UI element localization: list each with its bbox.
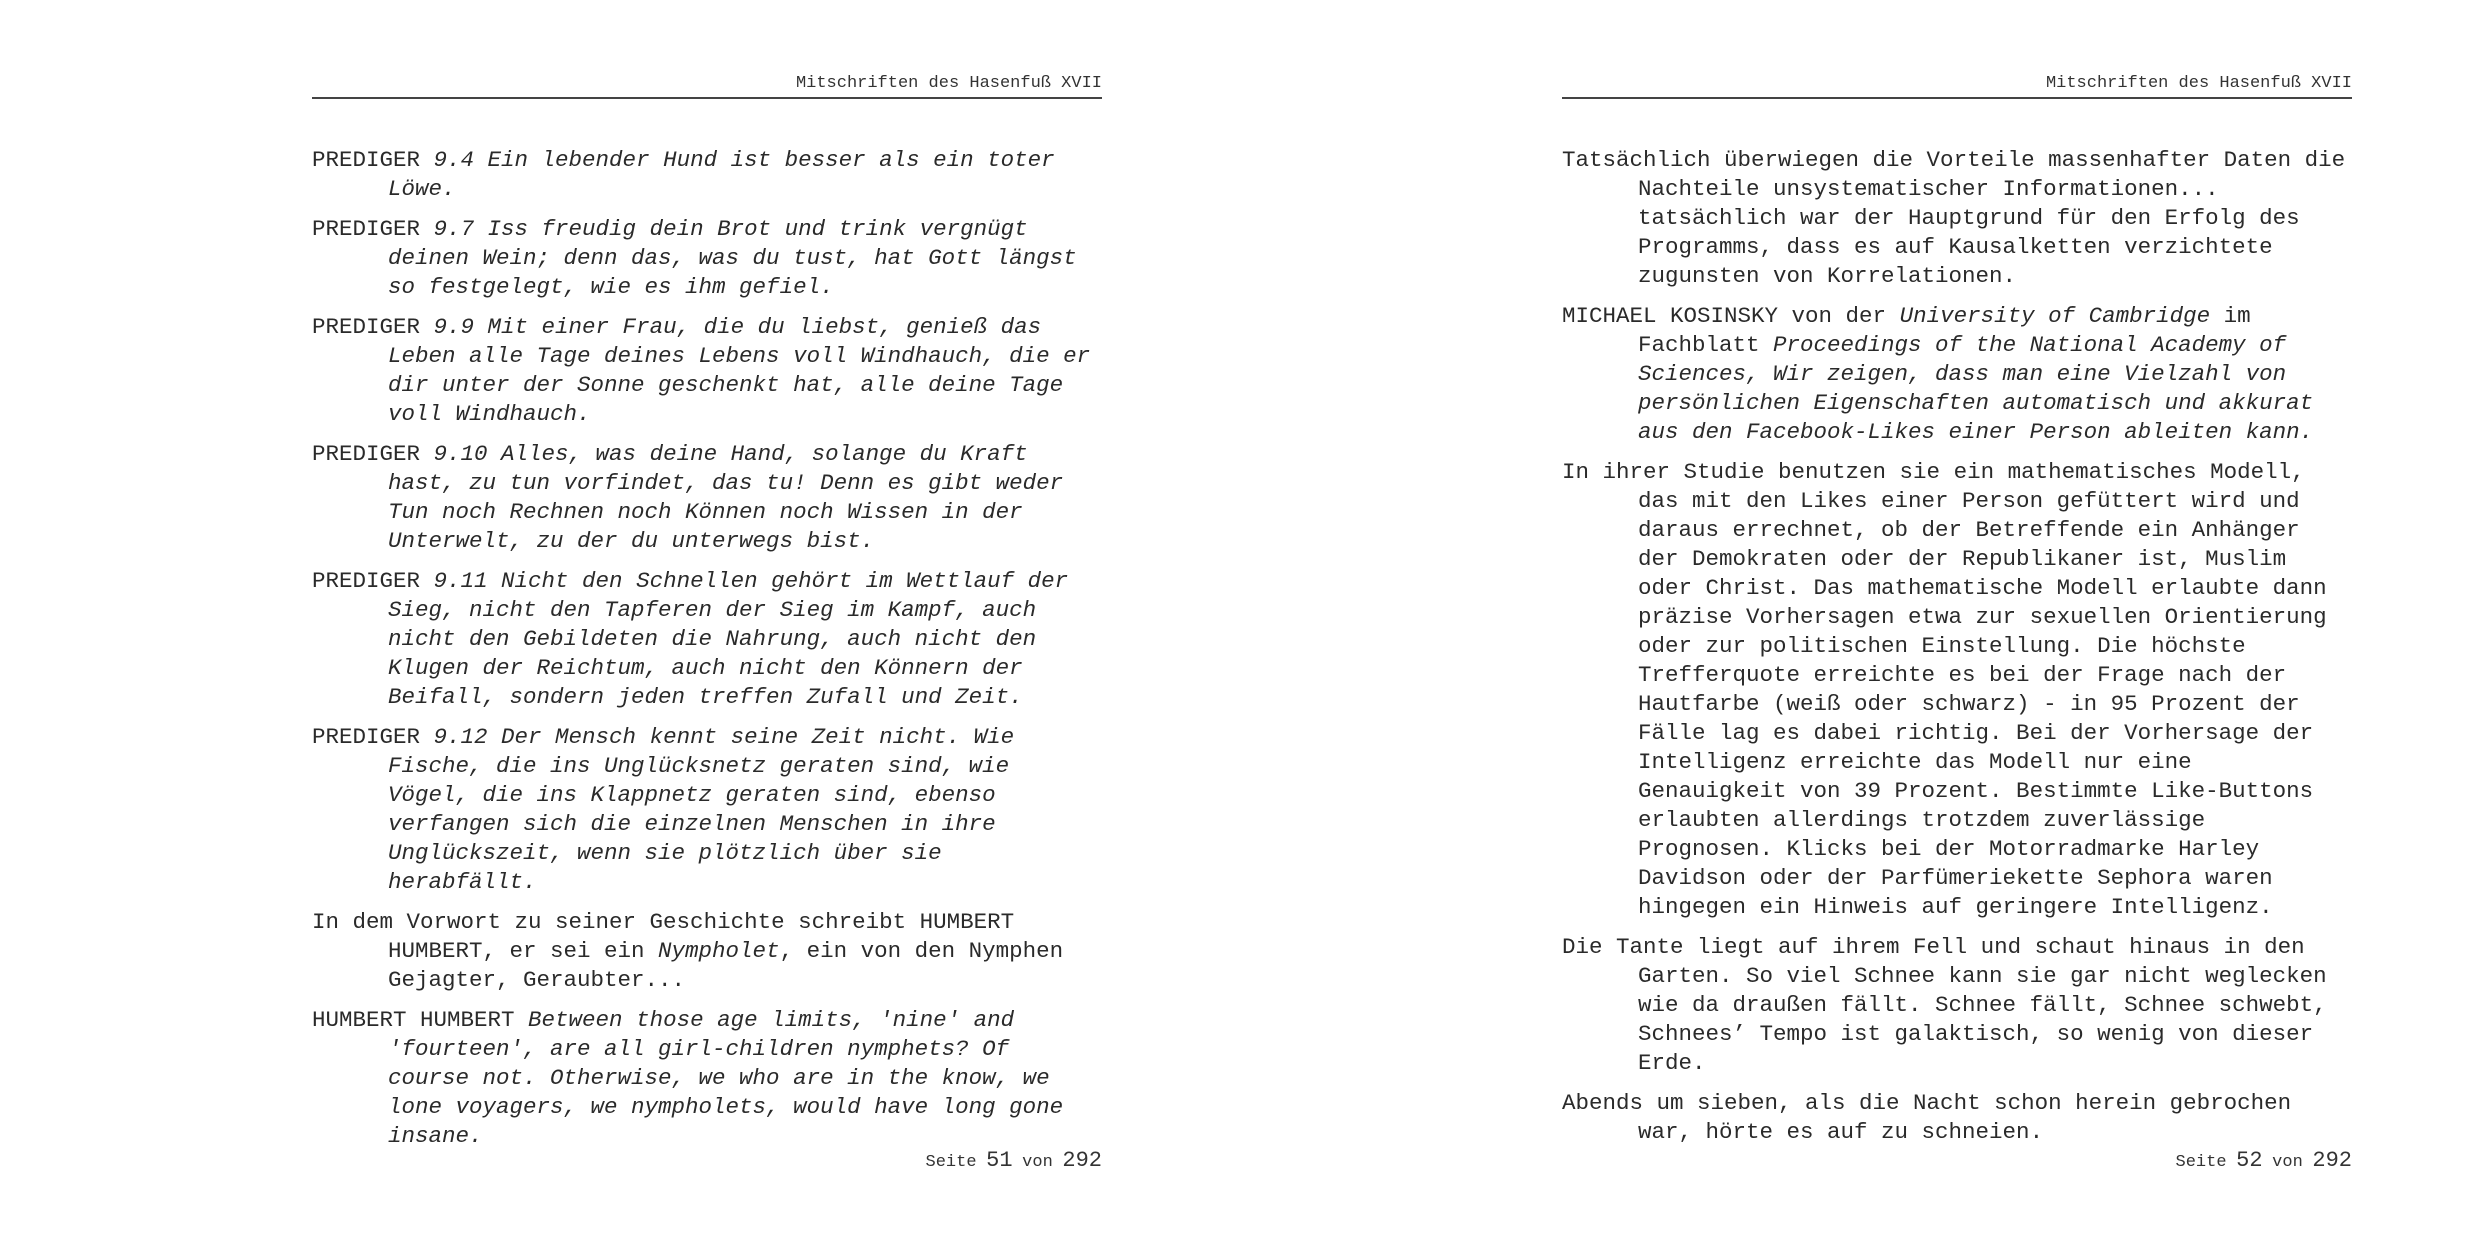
paragraph-prediger-9-12 — [312, 723, 1102, 897]
speaker-label: PREDIGER — [312, 441, 434, 467]
speaker-label: PREDIGER — [312, 724, 434, 750]
quote-text: 9.4 Ein lebender Hund ist besser als ein toter Löwe. — [388, 147, 1055, 202]
quote-text: 9.12 Der Mensch kennt seine Zeit nicht. Wie Fische, die ins Unglücksnetz geraten sind, wie Vögel, die ins Klappnetz geraten sind, ebenso verfangen sich die einzelnen Menschen in ihre Unglückszeit, wenn sie plötzlich über sie herabfällt. — [388, 724, 1015, 895]
paragraph-studie: In ihrer Studie benutzen sie ein mathematisches Modell, das mit den Likes einer Person gefüttert wird und daraus errechnet, ob der Betreffende ein Anhänger der Demokraten oder der Republikaner ist, Muslim oder Christ. Das mathematische Modell erlaubte dann präzise Vorhersagen etwa zur sexuellen Orientierung oder zur politischen Einstellung. Die höchste Trefferquote erreichte es bei der Frage nach der Hautfarbe (weiß oder schwarz) - in 95 Prozent der Fälle lag es dabei richtig. Bei der Vorhersage der Intelligenz erreichte das Modell nur eine Genauigkeit von 39 Prozent. Bestimmte Like-Buttons erlaubten allerdings trotzdem zuverlässige Prognosen. Klicks bei der Motorradmarke Harley Davidson oder der Parfümeriekette Sephora waren hingegen ein Hinweis auf geringere Intelligenz. — [1562, 459, 2327, 920]
paragraph-humbert-vorwort — [312, 908, 1102, 995]
page-body — [1562, 146, 2352, 1158]
paragraph-text: In dem Vorwort zu seiner Geschichte schreibt HUMBERT HUMBERT, er sei ein — [312, 909, 1015, 964]
running-header: Mitschriften des Hasenfuß XVII — [2045, 74, 2352, 93]
page-52 — [1562, 0, 2352, 1240]
emphasis-text: Nympholet — [658, 938, 780, 964]
page-51 — [312, 0, 1102, 1240]
footer-page-total: 292 — [1062, 1148, 1102, 1173]
footer-page-total: 292 — [2312, 1148, 2352, 1173]
speaker-label: PREDIGER — [312, 216, 434, 242]
paragraph-text: im Fachblatt — [1638, 303, 2251, 358]
header-rule — [312, 97, 1102, 99]
paragraph-tante: Die Tante liegt auf ihrem Fell und schaut hinaus in den Garten. So viel Schnee kann sie gar nicht weglecken wie da draußen fällt. Schnee fällt, Schnee schwebt, Schnees’ Tempo ist galaktisch, so wenig von dieser Erde. — [1562, 934, 2327, 1076]
paragraph-prediger-9-4 — [312, 146, 1102, 204]
page-body — [312, 146, 1102, 1162]
speaker-label: PREDIGER — [312, 147, 434, 173]
quote-text: Between those age limits, 'nine' and 'fourteen', are all girl-children nymphets? Of course not. Otherwise, we who are in the know, we lone voyagers, we nympholets, would have long gone insane. — [388, 1007, 1064, 1149]
paragraph-abends: Abends um sieben, als die Nacht schon herein gebrochen war, hörte es auf zu schneien. — [1562, 1090, 2292, 1145]
paragraph-text: , ein von den Nymphen Gejagter, Geraubter... — [388, 938, 1064, 993]
footer-von-label: von — [2272, 1153, 2303, 1172]
paragraph-humbert-quote — [312, 1006, 1102, 1151]
quote-text: 9.7 Iss freudig dein Brot und trink vergnügt deinen Wein; denn das, was du tust, hat Gott längst so festgelegt, wie es ihm gefiel. — [388, 216, 1077, 300]
running-header: Mitschriften des Hasenfuß XVII — [795, 74, 1102, 93]
speaker-label: PREDIGER — [312, 568, 434, 594]
quote-text: 9.11 Nicht den Schnellen gehört im Wettlauf der Sieg, nicht den Tapferen der Sieg im Kampf, auch nicht den Gebildeten die Nahrung, auch nicht den Klugen der Reichtum, auch nicht den Könnern der Beifall, sondern jeden treffen Zufall und Zeit. — [388, 568, 1069, 710]
footer-seite-label: Seite — [2175, 1153, 2227, 1172]
paragraph-prediger-9-7 — [312, 215, 1102, 302]
paragraph-prediger-9-11 — [312, 567, 1102, 712]
footer-von-label: von — [1022, 1153, 1053, 1172]
paragraph-daten: Tatsächlich überwiegen die Vorteile massenhafter Daten die Nachteile unsystematischer Informationen... tatsächlich war der Hauptgrund für den Erfolg des Programms, dass es auf Kausalketten verzichtete zugunsten von Korrelationen. — [1562, 147, 2346, 289]
page-footer — [1562, 1148, 2352, 1173]
quote-text: 9.9 Mit einer Frau, die du liebst, genieß das Leben alle Tage deines Lebens voll Windhauch, die er dir unter der Sonne geschenkt hat, alle deine Tage voll Windhauch. — [388, 314, 1091, 427]
paragraph-kosinsky — [1562, 302, 2352, 447]
footer-page-number: 52 — [2236, 1148, 2263, 1173]
footer-page-number: 51 — [986, 1148, 1013, 1173]
emphasis-text: University of Cambridge — [1899, 303, 2211, 329]
speaker-label: HUMBERT HUMBERT — [312, 1007, 529, 1033]
paragraph-text: MICHAEL KOSINSKY von der — [1562, 303, 1900, 329]
paragraph-prediger-9-10 — [312, 440, 1102, 556]
header-rule — [1562, 97, 2352, 99]
page-footer — [312, 1148, 1102, 1173]
emphasis-text: Proceedings of the National Academy of Sciences, Wir zeigen, dass man eine Vielzahl von persönlichen Eigenschaften automatisch und akkurat aus den Facebook-Likes einer Person ableiten kann. — [1638, 332, 2314, 445]
quote-text: 9.10 Alles, was deine Hand, solange du Kraft hast, zu tun vorfindet, das tu! Denn es gibt weder Tun noch Rechnen noch Können noch Wissen in der Unterwelt, zu der du unterwegs bist. — [388, 441, 1064, 554]
speaker-label: PREDIGER — [312, 314, 434, 340]
paragraph-prediger-9-9 — [312, 313, 1102, 429]
footer-seite-label: Seite — [925, 1153, 977, 1172]
